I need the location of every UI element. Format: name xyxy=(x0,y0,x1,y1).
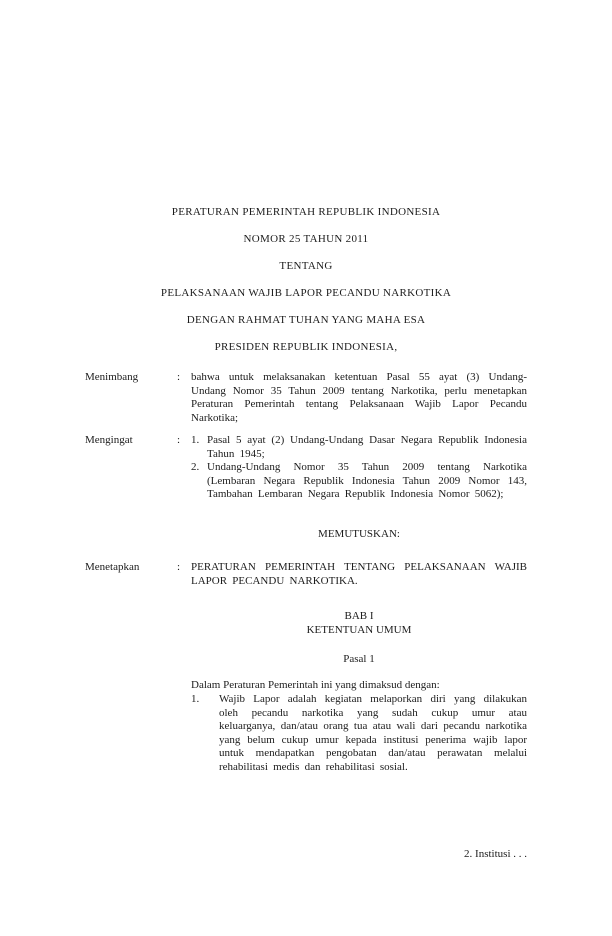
president-line: PRESIDEN REPUBLIK INDONESIA, xyxy=(214,341,398,353)
title-block xyxy=(85,206,527,353)
mengingat-clause xyxy=(85,434,527,502)
regulation-subject: PELAKSANAAN WAJIB LAPOR PECANDU NARKOTIKA xyxy=(160,287,452,299)
menetapkan-colon: : xyxy=(177,561,181,573)
memutuskan-heading: MEMUTUSKAN: xyxy=(318,527,400,540)
mengingat-item xyxy=(191,434,527,461)
regulation-title: PERATURAN PEMERINTAH REPUBLIK INDONESIA xyxy=(171,206,441,218)
chapter-number: BAB I xyxy=(344,610,374,622)
list-item-text: Wajib Lapor adalah kegiatan melaporkan diri yang dilakukan oleh pecandu narkotika yang sudah cukup umur atau keluarganya, dan/atau orang tua atau wali dari pecandu narkotika yang belum cukup umur kepada institusi penerima wajib lapor untuk mendapatkan pengobatan dan/atau perawatan melalui rehabilitasi medis dan rehabilitasi sosial. xyxy=(219,693,527,773)
menetapkan-label: Menetapkan xyxy=(85,561,140,573)
menimbang-clause xyxy=(85,371,527,425)
list-item-text: Undang-Undang Nomor 35 Tahun 2009 tentang Narkotika (Lembaran Negara Republik Indonesia Tahun 2009 Nomor 143, Tambahan Lembaran Negara Republik Indonesia Nomor 5062); xyxy=(207,461,527,500)
mengingat-item xyxy=(191,461,527,502)
menimbang-label: Menimbang xyxy=(85,371,139,383)
chapter-heading xyxy=(191,610,527,637)
article-title: Pasal 1 xyxy=(343,653,375,665)
tentang-label: TENTANG xyxy=(279,260,333,272)
menetapkan-text: PERATURAN PEMERINTAH TENTANG PELAKSANAAN WAJIB LAPOR PECANDU NARKOTIKA. xyxy=(191,561,527,587)
regulation-number: NOMOR 25 TAHUN 2011 xyxy=(243,233,369,245)
menimbang-text: bahwa untuk melaksanakan ketentuan Pasal 55 ayat (3) Undang-Undang Nomor 35 Tahun 2009 tentang Narkotika, perlu menetapkan Peraturan Pemerintah tentang Pelaksanaan Wajib Lapor Pecandu Narkotika; xyxy=(191,371,527,424)
catchword: 2. Institusi . . . xyxy=(464,848,527,860)
mengingat-label: Mengingat xyxy=(85,434,133,446)
article-intro: Dalam Peraturan Pemerintah ini yang dimaksud dengan: xyxy=(191,678,440,691)
mengingat-colon: : xyxy=(177,434,181,446)
article-body xyxy=(191,679,527,775)
list-item-text: Pasal 5 ayat (2) Undang-Undang Dasar Negara Republik Indonesia Tahun 1945; xyxy=(207,434,527,460)
list-item-number: 2. xyxy=(191,461,200,473)
invocation-line: DENGAN RAHMAT TUHAN YANG MAHA ESA xyxy=(186,314,426,326)
menetapkan-clause xyxy=(85,561,527,588)
chapter-title: KETENTUAN UMUM xyxy=(306,623,412,636)
menimbang-colon: : xyxy=(177,371,181,383)
article-item xyxy=(191,693,527,774)
clauses-section xyxy=(85,371,527,774)
list-item-number: 1. xyxy=(191,693,200,705)
list-item-number: 1. xyxy=(191,434,200,446)
